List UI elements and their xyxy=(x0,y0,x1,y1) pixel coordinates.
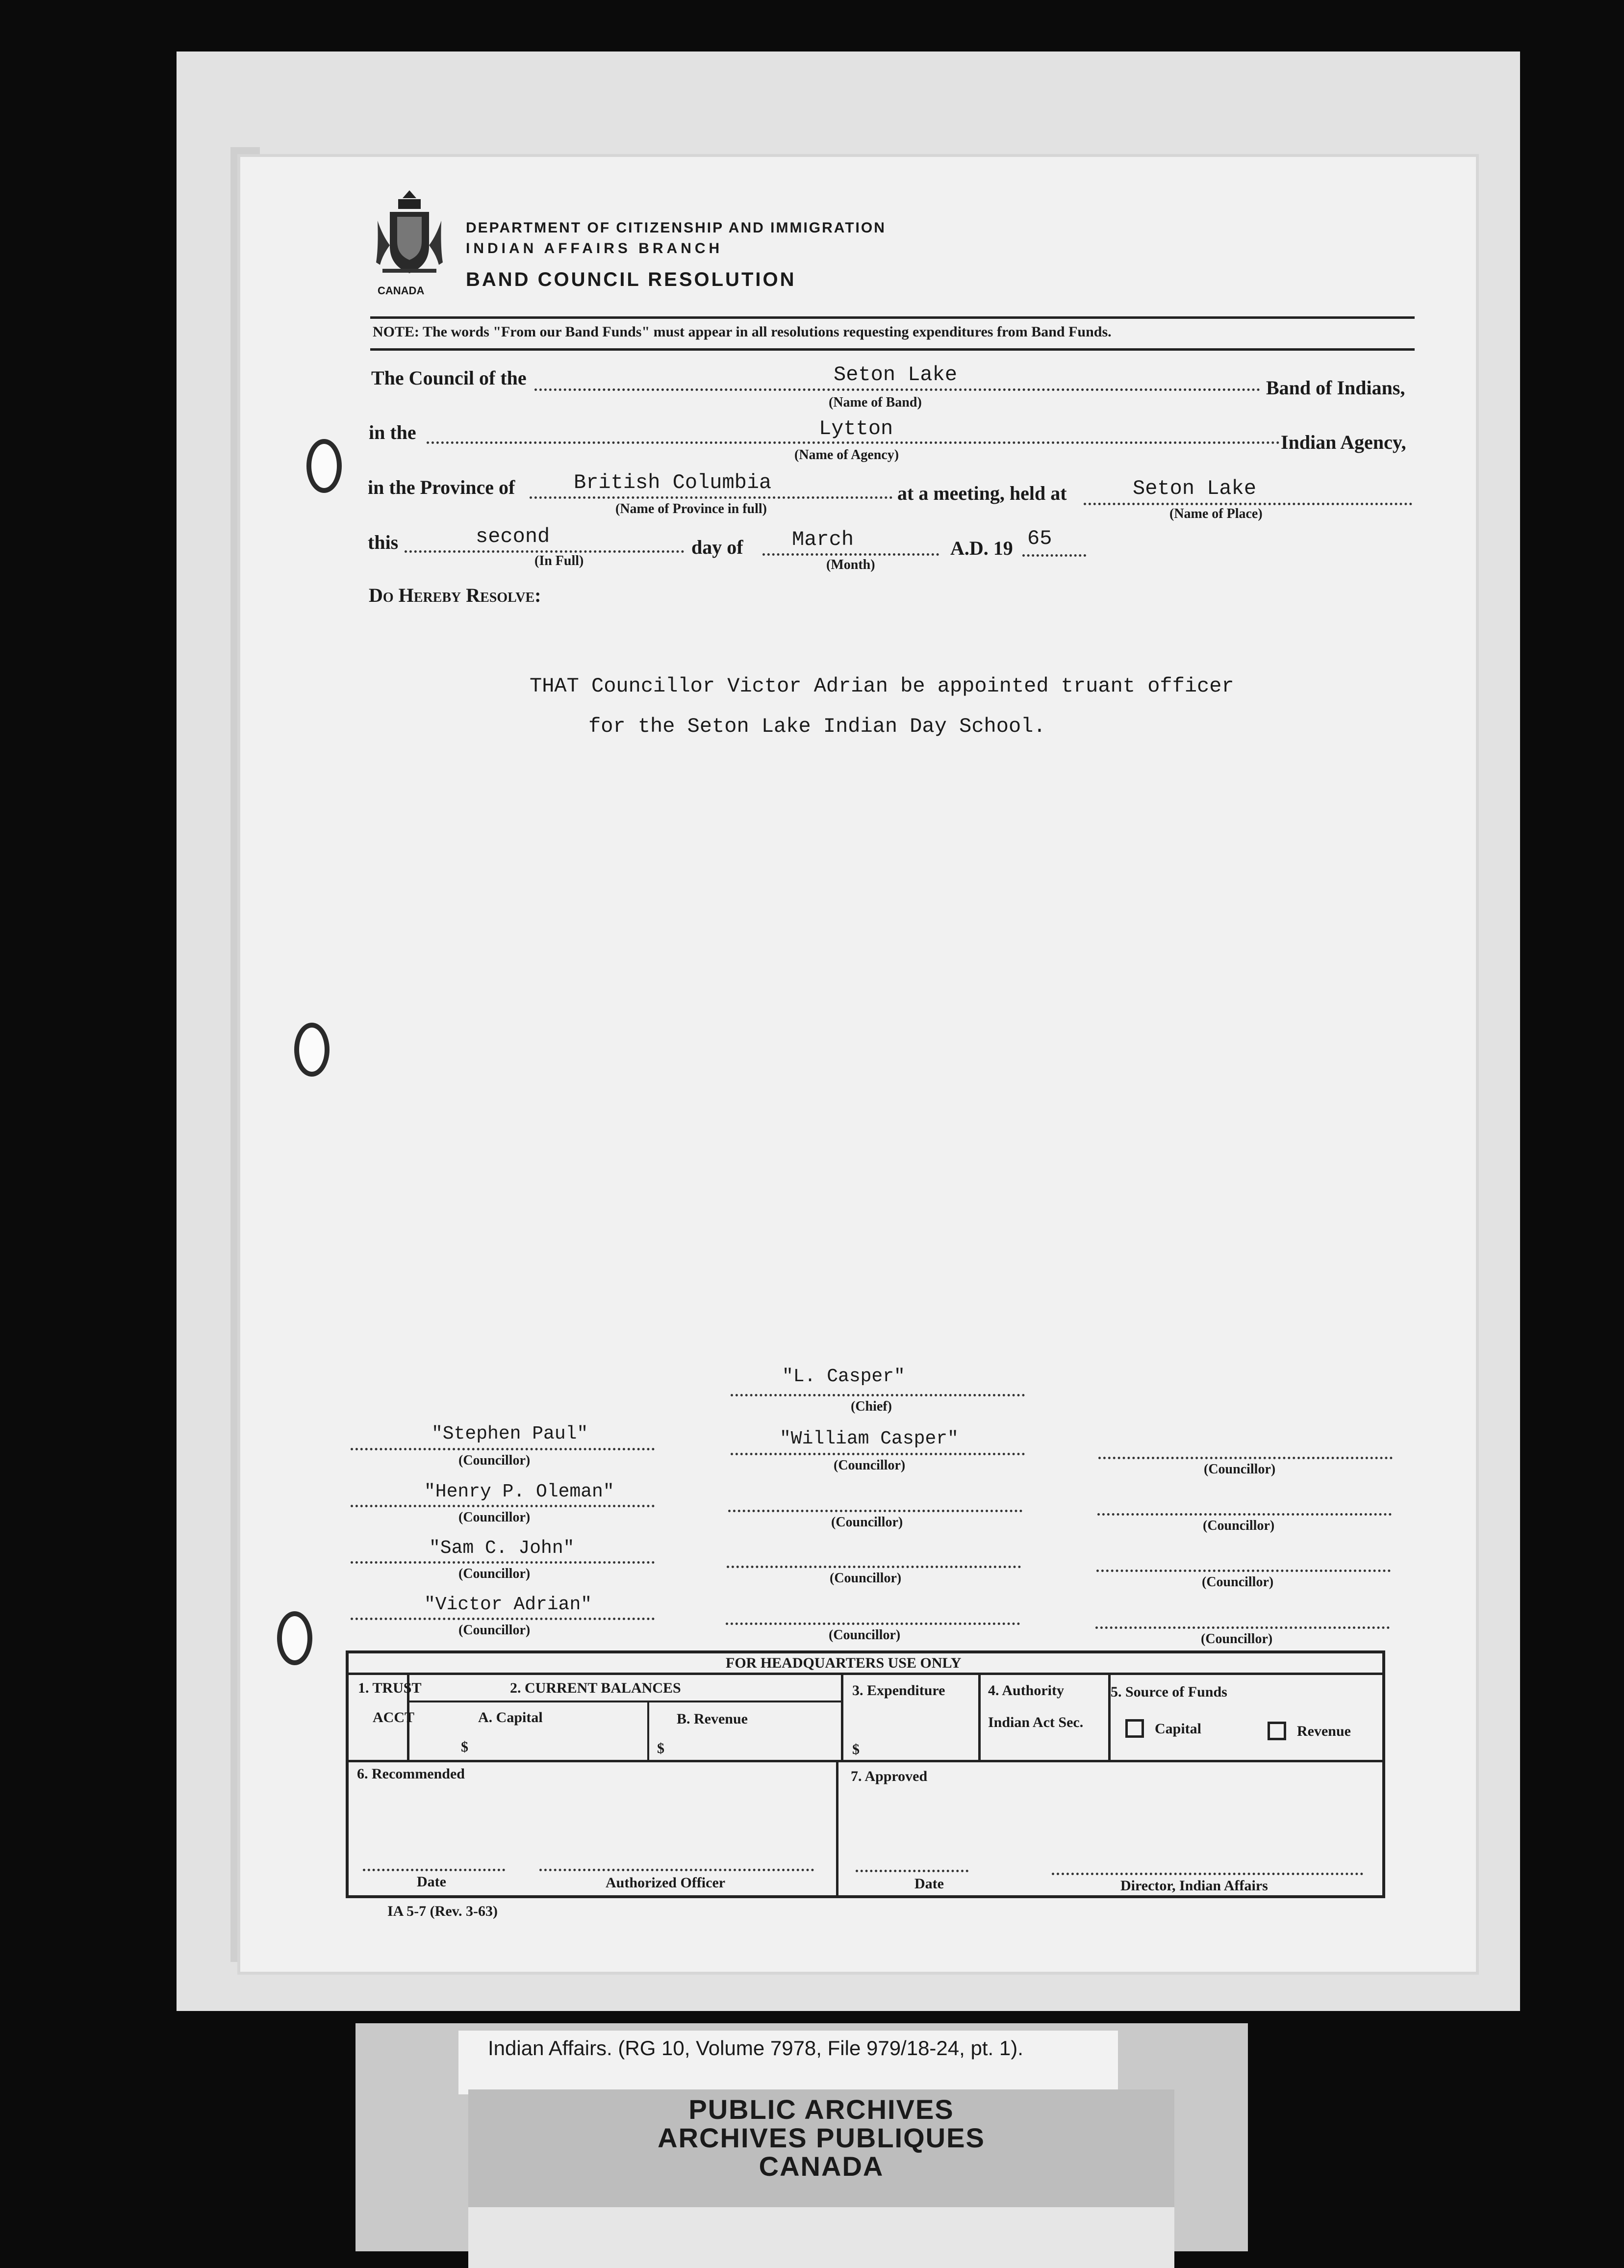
department-name: DEPARTMENT OF CITIZENSHIP AND IMMIGRATION xyxy=(466,220,886,236)
director-label: Director, Indian Affairs xyxy=(1120,1878,1268,1894)
form-number: IA 5-7 (Rev. 3-63) xyxy=(387,1903,498,1919)
province-caption: (Name of Province in full) xyxy=(615,501,767,516)
councillor-line xyxy=(727,1566,1021,1568)
expenditure-dollar: $ xyxy=(852,1741,860,1757)
councillor-line xyxy=(351,1505,655,1507)
councillor-caption: (Councillor) xyxy=(1204,1462,1276,1477)
councillor-signature: "Sam C. John" xyxy=(429,1538,575,1559)
chief-line xyxy=(731,1394,1025,1396)
crest-caption: CANADA xyxy=(378,284,425,297)
stamp-line-1: PUBLIC ARCHIVES xyxy=(688,2094,954,2125)
officer-line xyxy=(539,1869,814,1871)
table-rule xyxy=(841,1673,843,1761)
this-label: this xyxy=(368,531,399,553)
place-line xyxy=(1084,503,1412,505)
recommended-label: 6. Recommended xyxy=(357,1766,465,1782)
indian-agency-label: Indian Agency, xyxy=(1281,431,1406,453)
note-rule-top xyxy=(370,316,1415,319)
in-the-label: in the xyxy=(369,421,416,443)
band-name-caption: (Name of Band) xyxy=(829,395,922,410)
councillor-line xyxy=(728,1510,1022,1512)
place-value: Seton Lake xyxy=(1133,477,1257,500)
archive-stamp-base xyxy=(468,2207,1174,2268)
day-of-label: day of xyxy=(691,536,743,558)
councillor-line xyxy=(351,1561,655,1564)
meeting-held-label: at a meeting, held at xyxy=(897,482,1067,504)
revenue-checkbox[interactable] xyxy=(1268,1722,1286,1740)
agency-caption: (Name of Agency) xyxy=(794,447,899,463)
source-capital-label: Capital xyxy=(1155,1721,1202,1737)
councillor-signature: "Stephen Paul" xyxy=(431,1423,588,1444)
form-title: BAND COUNCIL RESOLUTION xyxy=(466,269,796,290)
band-name-line xyxy=(534,388,1260,391)
councillor-caption: (Councillor) xyxy=(1203,1518,1275,1533)
authorized-officer-label: Authorized Officer xyxy=(606,1875,726,1891)
ad-label: A.D. 19 xyxy=(950,537,1013,559)
table-rule xyxy=(346,1673,1385,1675)
councillor-caption: (Councillor) xyxy=(829,1627,901,1643)
resolve-label: Do Hereby Resolve: xyxy=(369,584,541,606)
year-value: 65 xyxy=(1027,527,1052,550)
councillor-caption: (Councillor) xyxy=(458,1453,531,1468)
capital-dollar: $ xyxy=(461,1739,468,1755)
councillor-line xyxy=(1095,1626,1390,1629)
recommended-date-label: Date xyxy=(417,1874,446,1890)
binder-hole-top xyxy=(306,439,342,493)
councillor-caption: (Councillor) xyxy=(834,1458,906,1473)
branch-name: INDIAN AFFAIRS BRANCH xyxy=(466,240,723,257)
note-rule-bottom xyxy=(370,348,1415,351)
month-line xyxy=(762,553,939,556)
acct-label: ACCT xyxy=(373,1709,415,1726)
councillor-line xyxy=(351,1448,655,1450)
balances-label: 2. CURRENT BALANCES xyxy=(510,1680,681,1696)
binder-hole-bottom xyxy=(277,1611,312,1665)
source-revenue-label: Revenue xyxy=(1297,1723,1351,1739)
councillor-signature: "William Casper" xyxy=(780,1428,959,1449)
archive-reference: Indian Affairs. (RG 10, Volume 7978, File 979/18-24, pt. 1). xyxy=(488,2036,1023,2060)
binder-hole-middle xyxy=(294,1023,330,1077)
trust-label: 1. TRUST xyxy=(358,1680,422,1696)
canada-crest-icon xyxy=(373,186,446,289)
month-caption: (Month) xyxy=(826,557,875,572)
expenditure-label: 3. Expenditure xyxy=(852,1682,945,1699)
province-label: in the Province of xyxy=(368,476,515,498)
approved-label: 7. Approved xyxy=(851,1768,928,1784)
councillor-signature: "Victor Adrian" xyxy=(424,1594,592,1615)
revenue-label: B. Revenue xyxy=(677,1711,748,1727)
capital-label: A. Capital xyxy=(478,1709,543,1726)
authority-label: 4. Authority xyxy=(988,1682,1065,1699)
source-funds-label: 5. Source of Funds xyxy=(1111,1684,1227,1700)
councillor-line xyxy=(1098,1457,1393,1459)
resolution-line-2: for the Seton Lake Indian Day School. xyxy=(588,715,1046,738)
capital-checkbox[interactable] xyxy=(1125,1719,1144,1738)
indian-act-label: Indian Act Sec. xyxy=(988,1714,1084,1730)
approved-date-label: Date xyxy=(914,1876,944,1892)
table-rule xyxy=(836,1760,838,1898)
agency-value: Lytton xyxy=(819,417,893,440)
councillor-caption: (Councillor) xyxy=(458,1566,531,1581)
chief-signature: "L. Casper" xyxy=(782,1366,905,1387)
table-rule xyxy=(647,1701,649,1761)
councillor-caption: (Councillor) xyxy=(830,1571,902,1586)
resolution-line-1: THAT Councillor Victor Adrian be appointed truant officer xyxy=(530,674,1234,698)
councillor-line xyxy=(1097,1513,1392,1516)
stamp-line-2: ARCHIVES PUBLIQUES xyxy=(658,2122,985,2153)
councillor-signature: "Henry P. Oleman" xyxy=(424,1481,614,1502)
councillor-line xyxy=(1096,1570,1391,1572)
stamp-line-3: CANADA xyxy=(759,2151,884,2182)
revenue-dollar: $ xyxy=(657,1740,664,1756)
province-line xyxy=(530,496,892,499)
band-funds-note: NOTE: The words "From our Band Funds" must appear in all resolutions requesting expenditures from Band Funds. xyxy=(373,324,1112,340)
band-of-indians-label: Band of Indians, xyxy=(1266,377,1405,399)
councillor-caption: (Councillor) xyxy=(831,1515,903,1530)
councillor-line xyxy=(351,1618,655,1620)
councillor-caption: (Councillor) xyxy=(1201,1631,1273,1647)
table-rule xyxy=(407,1701,841,1702)
recommended-date-line xyxy=(363,1869,505,1871)
hq-heading: FOR HEADQUARTERS USE ONLY xyxy=(726,1655,962,1671)
agency-line xyxy=(427,441,1280,444)
day-line xyxy=(405,550,684,553)
councillor-line xyxy=(731,1453,1025,1455)
month-value: March xyxy=(792,528,854,551)
director-line xyxy=(1052,1873,1363,1875)
band-name-value: Seton Lake xyxy=(834,363,958,387)
table-rule xyxy=(346,1760,1385,1762)
councillor-caption: (Councillor) xyxy=(458,1510,531,1525)
province-value: British Columbia xyxy=(574,471,772,494)
chief-caption: (Chief) xyxy=(851,1399,892,1414)
councillor-line xyxy=(726,1623,1020,1625)
approved-date-line xyxy=(856,1870,968,1872)
year-line xyxy=(1022,554,1086,557)
table-rule xyxy=(978,1673,981,1761)
councillor-caption: (Councillor) xyxy=(458,1623,531,1638)
day-caption: (In Full) xyxy=(534,553,584,568)
councillor-caption: (Councillor) xyxy=(1202,1574,1274,1590)
council-of-label: The Council of the xyxy=(371,367,527,389)
place-caption: (Name of Place) xyxy=(1169,506,1263,521)
day-value: second xyxy=(476,525,550,548)
